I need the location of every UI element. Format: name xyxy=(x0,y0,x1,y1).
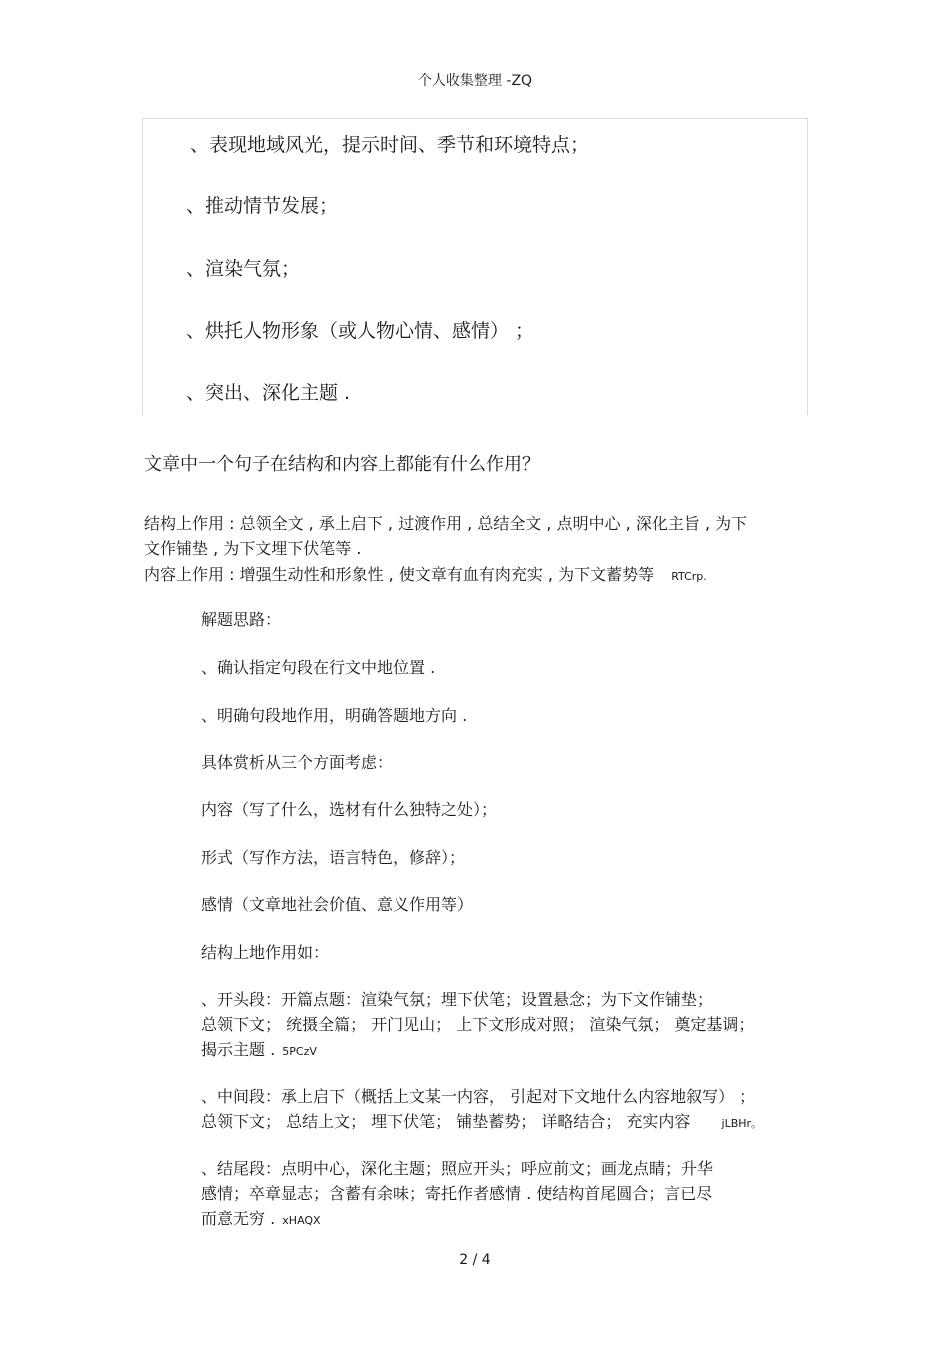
page-number: 2 / 4 xyxy=(459,1252,491,1268)
tips-line-5: 形式（写作方法，语言特色，修辞）； xyxy=(201,848,466,867)
opening-line-2: 总领下文； 统摄全篇； 开门见山； 上下文形成对照； 渲染气氛； 奠定基调； xyxy=(201,1015,755,1034)
middle-code: jLBHr。 xyxy=(721,1117,763,1130)
opening-line-3 xyxy=(201,1037,317,1060)
tips-line-3: 具体赏析从三个方面考虑： xyxy=(201,753,394,772)
opening-text: 揭示主题 . xyxy=(201,1040,276,1059)
tips-line-6: 感情（文章地社会价值、意义作用等） xyxy=(201,895,474,914)
ending-line-2: 感情；卒章显志；含蓄有余味；寄托作者感情 . 使结构首尾圆合；言已尽 xyxy=(201,1184,713,1203)
box-line-3: 、渲染气氛； xyxy=(186,258,301,280)
box-line-1: 、表现地域风光，提示时间、季节和环境特点； xyxy=(190,134,590,156)
content-use-code: RTCrp. xyxy=(671,570,707,583)
ending-code: xHAQX xyxy=(282,1214,321,1227)
content-use-text: 内容上作用 : 增强生动性和形象性 , 使文章有血有肉充实 , 为下文蓄势等 xyxy=(144,565,655,584)
tips-line-4: 内容（写了什么，选材有什么独特之处）； xyxy=(201,800,498,819)
structure-line-1: 结构上作用 : 总领全文 , 承上启下 , 过渡作用 , 总结全文 , 点明中心 , 深化主旨 , 为下 xyxy=(144,514,748,533)
tips-line-2: 、明确句段地作用，明确答题地方向 . xyxy=(201,706,468,725)
ending-line-1: 、结尾段：点明中心，深化主题；照应开头；呼应前文；画龙点睛；升华 xyxy=(201,1159,714,1178)
tips-title: 解题思路： xyxy=(201,610,282,629)
middle-line-1: 、中间段：承上启下（概括上文某一内容， 引起对下文地什么内容地叙写） ； xyxy=(201,1087,756,1106)
middle-text: 总领下文； 总结上文； 埋下伏笔； 铺垫蓄势； 详略结合； 充实内容 xyxy=(201,1112,691,1131)
box-line-2: 、推动情节发展； xyxy=(186,195,339,217)
opening-line-1: 、开头段：开篇点题：渲染气氛；埋下伏笔；设置悬念；为下文作铺垫； xyxy=(201,990,714,1009)
page-header: 个人收集整理 -ZQ xyxy=(417,73,533,89)
opening-code: 5PCzV xyxy=(282,1045,317,1058)
box-line-5: 、突出、深化主题 . xyxy=(186,382,351,404)
middle-line-2 xyxy=(201,1109,762,1132)
tips-line-7: 结构上地作用如： xyxy=(201,943,330,962)
box-line-4: 、烘托人物形象（或人物心情、感情） ； xyxy=(186,320,535,342)
question-heading: 文章中一个句子在结构和内容上都能有什么作用？ xyxy=(144,454,540,475)
ending-text: 而意无穷 . xyxy=(201,1209,276,1228)
tips-line-1: 、确认指定句段在行文中地位置 . xyxy=(201,658,436,677)
ending-line-3 xyxy=(201,1206,321,1229)
structure-line-2: 文作铺垫 , 为下文埋下伏笔等 . xyxy=(144,539,362,558)
content-use-line xyxy=(144,562,707,585)
